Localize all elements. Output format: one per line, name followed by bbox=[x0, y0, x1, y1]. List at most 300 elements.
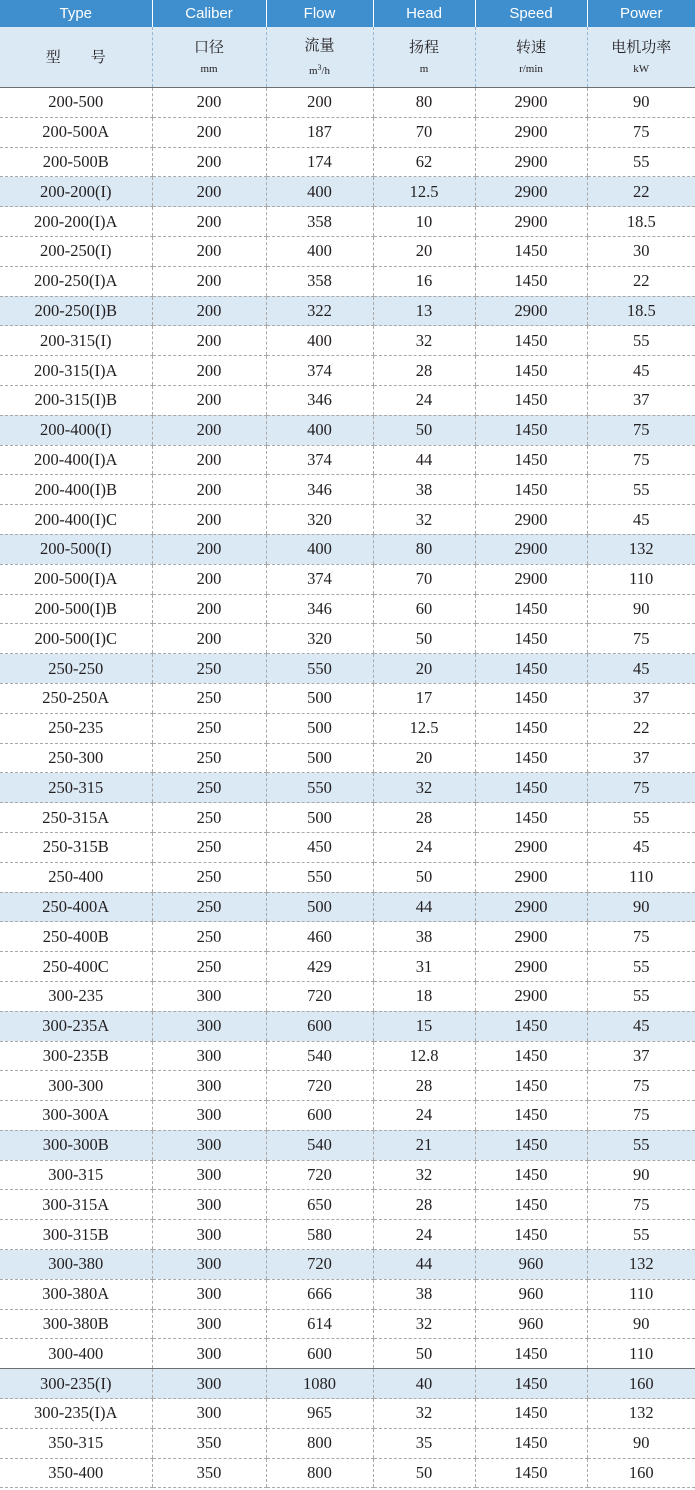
cell-type: 200-315(I)B bbox=[0, 385, 152, 415]
cell-type: 200-250(I)B bbox=[0, 296, 152, 326]
cell-type: 350-315 bbox=[0, 1428, 152, 1458]
cell-speed: 1450 bbox=[475, 594, 587, 624]
table-row bbox=[0, 1101, 695, 1131]
table-row bbox=[0, 862, 695, 892]
header-head: Head bbox=[373, 0, 475, 27]
cell-caliber: 200 bbox=[152, 564, 266, 594]
cell-speed: 1450 bbox=[475, 385, 587, 415]
cell-head: 12.5 bbox=[373, 177, 475, 207]
cell-speed: 2900 bbox=[475, 117, 587, 147]
cell-power: 45 bbox=[587, 832, 695, 862]
cell-type: 200-250(I)A bbox=[0, 266, 152, 296]
table-row bbox=[0, 1041, 695, 1071]
header-caliber: Caliber bbox=[152, 0, 266, 27]
table-row bbox=[0, 743, 695, 773]
cell-flow: 200 bbox=[266, 88, 373, 118]
cell-type: 250-250A bbox=[0, 683, 152, 713]
cell-head: 38 bbox=[373, 922, 475, 952]
cell-flow: 400 bbox=[266, 326, 373, 356]
cell-power: 45 bbox=[587, 356, 695, 386]
header-cn-head-label: 扬程 bbox=[408, 38, 439, 56]
cell-head: 70 bbox=[373, 117, 475, 147]
cell-head: 28 bbox=[373, 356, 475, 386]
cell-speed: 1450 bbox=[475, 1101, 587, 1131]
cell-head: 32 bbox=[373, 1309, 475, 1339]
table-header bbox=[0, 0, 695, 88]
cell-type: 300-380 bbox=[0, 1250, 152, 1280]
cell-power: 75 bbox=[587, 1071, 695, 1101]
cell-type: 350-400 bbox=[0, 1458, 152, 1488]
cell-head: 32 bbox=[373, 773, 475, 803]
table-row bbox=[0, 1071, 695, 1101]
cell-flow: 500 bbox=[266, 892, 373, 922]
cell-power: 132 bbox=[587, 1250, 695, 1280]
cell-speed: 1450 bbox=[475, 1130, 587, 1160]
header-cn-speed-label: 转速 bbox=[515, 38, 546, 56]
cell-head: 28 bbox=[373, 1190, 475, 1220]
cell-type: 300-235(I)A bbox=[0, 1399, 152, 1429]
cell-head: 18 bbox=[373, 981, 475, 1011]
table-row bbox=[0, 475, 695, 505]
cell-head: 44 bbox=[373, 892, 475, 922]
cell-power: 75 bbox=[587, 415, 695, 445]
cell-caliber: 250 bbox=[152, 654, 266, 684]
cell-flow: 460 bbox=[266, 922, 373, 952]
cell-caliber: 200 bbox=[152, 326, 266, 356]
cell-type: 250-250 bbox=[0, 654, 152, 684]
cell-flow: 800 bbox=[266, 1458, 373, 1488]
cell-speed: 1450 bbox=[475, 654, 587, 684]
cell-power: 75 bbox=[587, 117, 695, 147]
cell-power: 160 bbox=[587, 1458, 695, 1488]
cell-speed: 2900 bbox=[475, 922, 587, 952]
cell-type: 200-315(I)A bbox=[0, 356, 152, 386]
cell-power: 18.5 bbox=[587, 296, 695, 326]
cell-caliber: 200 bbox=[152, 475, 266, 505]
cell-caliber: 300 bbox=[152, 1190, 266, 1220]
cell-power: 55 bbox=[587, 803, 695, 833]
cell-type: 250-315A bbox=[0, 803, 152, 833]
cell-power: 75 bbox=[587, 922, 695, 952]
cell-flow: 666 bbox=[266, 1279, 373, 1309]
header-speed-unit: r/min bbox=[519, 63, 543, 75]
cell-type: 300-235A bbox=[0, 1011, 152, 1041]
cell-type: 200-500 bbox=[0, 88, 152, 118]
cell-caliber: 300 bbox=[152, 1220, 266, 1250]
cell-type: 200-500B bbox=[0, 147, 152, 177]
flow-unit-tail: /h bbox=[321, 65, 331, 77]
cell-type: 200-400(I)B bbox=[0, 475, 152, 505]
cell-caliber: 250 bbox=[152, 892, 266, 922]
cell-power: 30 bbox=[587, 236, 695, 266]
table-row bbox=[0, 445, 695, 475]
cell-type: 300-300B bbox=[0, 1130, 152, 1160]
table-row bbox=[0, 356, 695, 386]
cell-type: 300-315 bbox=[0, 1160, 152, 1190]
table-row bbox=[0, 1399, 695, 1429]
header-type: Type bbox=[0, 0, 152, 27]
cell-caliber: 200 bbox=[152, 117, 266, 147]
header-cn-type-label: 型 号 bbox=[45, 48, 106, 66]
cell-flow: 720 bbox=[266, 981, 373, 1011]
cell-head: 20 bbox=[373, 654, 475, 684]
cell-power: 55 bbox=[587, 475, 695, 505]
table-row bbox=[0, 296, 695, 326]
cell-head: 13 bbox=[373, 296, 475, 326]
cell-head: 20 bbox=[373, 743, 475, 773]
cell-flow: 346 bbox=[266, 385, 373, 415]
cell-caliber: 250 bbox=[152, 713, 266, 743]
table-row bbox=[0, 1160, 695, 1190]
cell-speed: 1450 bbox=[475, 356, 587, 386]
cell-type: 250-400 bbox=[0, 862, 152, 892]
cell-type: 300-300A bbox=[0, 1101, 152, 1131]
cell-caliber: 350 bbox=[152, 1428, 266, 1458]
cell-speed: 1450 bbox=[475, 1071, 587, 1101]
cell-type: 200-200(I)A bbox=[0, 207, 152, 237]
cell-speed: 1450 bbox=[475, 475, 587, 505]
header-cn-power bbox=[587, 27, 695, 88]
cell-flow: 500 bbox=[266, 713, 373, 743]
cell-caliber: 300 bbox=[152, 1279, 266, 1309]
table-row bbox=[0, 534, 695, 564]
cell-type: 300-315B bbox=[0, 1220, 152, 1250]
cell-power: 90 bbox=[587, 594, 695, 624]
cell-power: 55 bbox=[587, 1220, 695, 1250]
cell-flow: 550 bbox=[266, 862, 373, 892]
cell-caliber: 300 bbox=[152, 981, 266, 1011]
cell-head: 44 bbox=[373, 445, 475, 475]
table-row bbox=[0, 922, 695, 952]
cell-flow: 400 bbox=[266, 534, 373, 564]
flow-unit-sup: 3 bbox=[317, 63, 322, 72]
cell-power: 110 bbox=[587, 1339, 695, 1369]
cell-caliber: 200 bbox=[152, 534, 266, 564]
cell-caliber: 300 bbox=[152, 1309, 266, 1339]
cell-power: 22 bbox=[587, 177, 695, 207]
cell-head: 20 bbox=[373, 236, 475, 266]
cell-caliber: 200 bbox=[152, 385, 266, 415]
cell-caliber: 250 bbox=[152, 803, 266, 833]
cell-caliber: 300 bbox=[152, 1101, 266, 1131]
cell-speed: 1450 bbox=[475, 445, 587, 475]
cell-head: 15 bbox=[373, 1011, 475, 1041]
table-row bbox=[0, 832, 695, 862]
cell-type: 300-235 bbox=[0, 981, 152, 1011]
header-head-unit: m bbox=[419, 63, 429, 75]
cell-head: 50 bbox=[373, 415, 475, 445]
table-row bbox=[0, 326, 695, 356]
cell-type: 200-400(I)C bbox=[0, 505, 152, 535]
table-row bbox=[0, 1130, 695, 1160]
header-caliber-unit: mm bbox=[200, 63, 218, 75]
cell-speed: 1450 bbox=[475, 1041, 587, 1071]
table-row bbox=[0, 594, 695, 624]
cell-flow: 174 bbox=[266, 147, 373, 177]
cell-flow: 320 bbox=[266, 505, 373, 535]
table-row bbox=[0, 1339, 695, 1369]
cell-speed: 2900 bbox=[475, 207, 587, 237]
cell-caliber: 200 bbox=[152, 88, 266, 118]
header-cn-caliber-label: 口径 bbox=[193, 38, 224, 56]
cell-head: 60 bbox=[373, 594, 475, 624]
cell-type: 300-380B bbox=[0, 1309, 152, 1339]
cell-power: 90 bbox=[587, 1309, 695, 1339]
cell-flow: 550 bbox=[266, 654, 373, 684]
cell-speed: 1450 bbox=[475, 773, 587, 803]
cell-speed: 1450 bbox=[475, 266, 587, 296]
cell-flow: 600 bbox=[266, 1339, 373, 1369]
cell-flow: 500 bbox=[266, 743, 373, 773]
cell-speed: 2900 bbox=[475, 147, 587, 177]
cell-speed: 1450 bbox=[475, 1458, 587, 1488]
cell-caliber: 300 bbox=[152, 1130, 266, 1160]
cell-caliber: 300 bbox=[152, 1160, 266, 1190]
cell-flow: 550 bbox=[266, 773, 373, 803]
header-flow: Flow bbox=[266, 0, 373, 27]
cell-power: 110 bbox=[587, 862, 695, 892]
cell-head: 50 bbox=[373, 1339, 475, 1369]
cell-power: 55 bbox=[587, 952, 695, 982]
cell-speed: 1450 bbox=[475, 683, 587, 713]
header-cn-type bbox=[0, 27, 152, 88]
table-row bbox=[0, 88, 695, 118]
cell-caliber: 200 bbox=[152, 594, 266, 624]
table-row bbox=[0, 147, 695, 177]
table-row bbox=[0, 803, 695, 833]
table-row bbox=[0, 683, 695, 713]
cell-head: 80 bbox=[373, 88, 475, 118]
cell-speed: 1450 bbox=[475, 713, 587, 743]
cell-head: 38 bbox=[373, 1279, 475, 1309]
cell-speed: 1450 bbox=[475, 415, 587, 445]
cell-head: 28 bbox=[373, 803, 475, 833]
cell-power: 37 bbox=[587, 1041, 695, 1071]
cell-power: 55 bbox=[587, 1130, 695, 1160]
cell-type: 250-235 bbox=[0, 713, 152, 743]
cell-head: 80 bbox=[373, 534, 475, 564]
header-cn-power-label: 电机功率 bbox=[611, 38, 672, 56]
cell-flow: 800 bbox=[266, 1428, 373, 1458]
table-row bbox=[0, 773, 695, 803]
table-row bbox=[0, 654, 695, 684]
cell-power: 55 bbox=[587, 981, 695, 1011]
cell-type: 250-315B bbox=[0, 832, 152, 862]
cell-head: 50 bbox=[373, 1458, 475, 1488]
cell-flow: 429 bbox=[266, 952, 373, 982]
cell-flow: 500 bbox=[266, 803, 373, 833]
cell-power: 75 bbox=[587, 445, 695, 475]
table-row bbox=[0, 1011, 695, 1041]
cell-caliber: 300 bbox=[152, 1011, 266, 1041]
cell-type: 200-315(I) bbox=[0, 326, 152, 356]
cell-flow: 358 bbox=[266, 266, 373, 296]
cell-head: 32 bbox=[373, 505, 475, 535]
chinese-header-row bbox=[0, 27, 695, 88]
cell-type: 200-500(I)B bbox=[0, 594, 152, 624]
cell-flow: 400 bbox=[266, 177, 373, 207]
cell-speed: 1450 bbox=[475, 1369, 587, 1399]
cell-caliber: 300 bbox=[152, 1041, 266, 1071]
cell-power: 22 bbox=[587, 266, 695, 296]
table-row bbox=[0, 266, 695, 296]
cell-speed: 2900 bbox=[475, 296, 587, 326]
cell-caliber: 200 bbox=[152, 296, 266, 326]
header-speed: Speed bbox=[475, 0, 587, 27]
cell-speed: 2900 bbox=[475, 88, 587, 118]
table-row bbox=[0, 1190, 695, 1220]
header-power-unit: kW bbox=[633, 63, 650, 75]
cell-flow: 500 bbox=[266, 683, 373, 713]
cell-type: 200-200(I) bbox=[0, 177, 152, 207]
cell-flow: 720 bbox=[266, 1160, 373, 1190]
cell-type: 300-300 bbox=[0, 1071, 152, 1101]
cell-speed: 1450 bbox=[475, 1428, 587, 1458]
cell-speed: 2900 bbox=[475, 505, 587, 535]
cell-head: 24 bbox=[373, 1220, 475, 1250]
cell-caliber: 250 bbox=[152, 862, 266, 892]
cell-caliber: 200 bbox=[152, 415, 266, 445]
cell-flow: 580 bbox=[266, 1220, 373, 1250]
cell-power: 90 bbox=[587, 88, 695, 118]
cell-head: 10 bbox=[373, 207, 475, 237]
cell-caliber: 250 bbox=[152, 683, 266, 713]
table-row bbox=[0, 1279, 695, 1309]
cell-speed: 960 bbox=[475, 1250, 587, 1280]
cell-flow: 540 bbox=[266, 1041, 373, 1071]
cell-speed: 2900 bbox=[475, 832, 587, 862]
cell-caliber: 200 bbox=[152, 505, 266, 535]
cell-power: 37 bbox=[587, 683, 695, 713]
table-row bbox=[0, 564, 695, 594]
table-row bbox=[0, 505, 695, 535]
cell-caliber: 350 bbox=[152, 1458, 266, 1488]
cell-caliber: 200 bbox=[152, 147, 266, 177]
cell-caliber: 200 bbox=[152, 356, 266, 386]
cell-power: 160 bbox=[587, 1369, 695, 1399]
cell-head: 44 bbox=[373, 1250, 475, 1280]
cell-flow: 322 bbox=[266, 296, 373, 326]
cell-speed: 1450 bbox=[475, 326, 587, 356]
cell-flow: 374 bbox=[266, 564, 373, 594]
cell-power: 75 bbox=[587, 1101, 695, 1131]
cell-speed: 1450 bbox=[475, 236, 587, 266]
cell-flow: 346 bbox=[266, 475, 373, 505]
cell-power: 75 bbox=[587, 773, 695, 803]
table-row bbox=[0, 117, 695, 147]
cell-power: 75 bbox=[587, 624, 695, 654]
cell-flow: 650 bbox=[266, 1190, 373, 1220]
cell-power: 110 bbox=[587, 1279, 695, 1309]
cell-type: 250-400C bbox=[0, 952, 152, 982]
flow-unit-base: m bbox=[308, 65, 318, 77]
cell-caliber: 300 bbox=[152, 1369, 266, 1399]
cell-head: 35 bbox=[373, 1428, 475, 1458]
cell-flow: 374 bbox=[266, 445, 373, 475]
cell-power: 110 bbox=[587, 564, 695, 594]
cell-power: 37 bbox=[587, 743, 695, 773]
table-row bbox=[0, 1250, 695, 1280]
cell-flow: 600 bbox=[266, 1101, 373, 1131]
cell-power: 132 bbox=[587, 1399, 695, 1429]
cell-speed: 2900 bbox=[475, 892, 587, 922]
cell-speed: 1450 bbox=[475, 1160, 587, 1190]
cell-power: 90 bbox=[587, 1428, 695, 1458]
cell-speed: 1450 bbox=[475, 1190, 587, 1220]
cell-caliber: 200 bbox=[152, 236, 266, 266]
cell-head: 32 bbox=[373, 1399, 475, 1429]
cell-head: 12.8 bbox=[373, 1041, 475, 1071]
cell-head: 24 bbox=[373, 385, 475, 415]
cell-caliber: 250 bbox=[152, 832, 266, 862]
cell-caliber: 300 bbox=[152, 1339, 266, 1369]
cell-caliber: 300 bbox=[152, 1250, 266, 1280]
cell-head: 38 bbox=[373, 475, 475, 505]
cell-power: 22 bbox=[587, 713, 695, 743]
cell-type: 250-300 bbox=[0, 743, 152, 773]
cell-power: 45 bbox=[587, 654, 695, 684]
cell-flow: 1080 bbox=[266, 1369, 373, 1399]
header-cn-flow bbox=[266, 27, 373, 88]
cell-type: 300-235(I) bbox=[0, 1369, 152, 1399]
cell-flow: 600 bbox=[266, 1011, 373, 1041]
cell-type: 200-250(I) bbox=[0, 236, 152, 266]
cell-type: 250-400A bbox=[0, 892, 152, 922]
cell-speed: 1450 bbox=[475, 1399, 587, 1429]
cell-head: 40 bbox=[373, 1369, 475, 1399]
cell-type: 250-315 bbox=[0, 773, 152, 803]
cell-flow: 614 bbox=[266, 1309, 373, 1339]
table-row bbox=[0, 892, 695, 922]
table-row bbox=[0, 207, 695, 237]
cell-speed: 1450 bbox=[475, 1011, 587, 1041]
cell-flow: 450 bbox=[266, 832, 373, 862]
cell-type: 200-500(I)C bbox=[0, 624, 152, 654]
cell-head: 31 bbox=[373, 952, 475, 982]
cell-speed: 960 bbox=[475, 1279, 587, 1309]
cell-head: 70 bbox=[373, 564, 475, 594]
cell-speed: 1450 bbox=[475, 1220, 587, 1250]
cell-head: 24 bbox=[373, 1101, 475, 1131]
cell-head: 17 bbox=[373, 683, 475, 713]
cell-flow: 358 bbox=[266, 207, 373, 237]
cell-head: 32 bbox=[373, 326, 475, 356]
cell-power: 45 bbox=[587, 505, 695, 535]
cell-flow: 320 bbox=[266, 624, 373, 654]
cell-power: 55 bbox=[587, 147, 695, 177]
cell-type: 200-400(I) bbox=[0, 415, 152, 445]
header-flow-unit bbox=[267, 61, 373, 78]
cell-head: 12.5 bbox=[373, 713, 475, 743]
cell-caliber: 250 bbox=[152, 743, 266, 773]
cell-head: 28 bbox=[373, 1071, 475, 1101]
cell-power: 132 bbox=[587, 534, 695, 564]
table-row bbox=[0, 385, 695, 415]
cell-speed: 1450 bbox=[475, 624, 587, 654]
cell-flow: 400 bbox=[266, 415, 373, 445]
cell-type: 250-400B bbox=[0, 922, 152, 952]
cell-head: 16 bbox=[373, 266, 475, 296]
table-row bbox=[0, 713, 695, 743]
cell-caliber: 200 bbox=[152, 177, 266, 207]
cell-caliber: 200 bbox=[152, 266, 266, 296]
cell-type: 200-500A bbox=[0, 117, 152, 147]
cell-flow: 400 bbox=[266, 236, 373, 266]
cell-caliber: 300 bbox=[152, 1071, 266, 1101]
table-row bbox=[0, 1458, 695, 1488]
table-row bbox=[0, 1220, 695, 1250]
cell-flow: 540 bbox=[266, 1130, 373, 1160]
